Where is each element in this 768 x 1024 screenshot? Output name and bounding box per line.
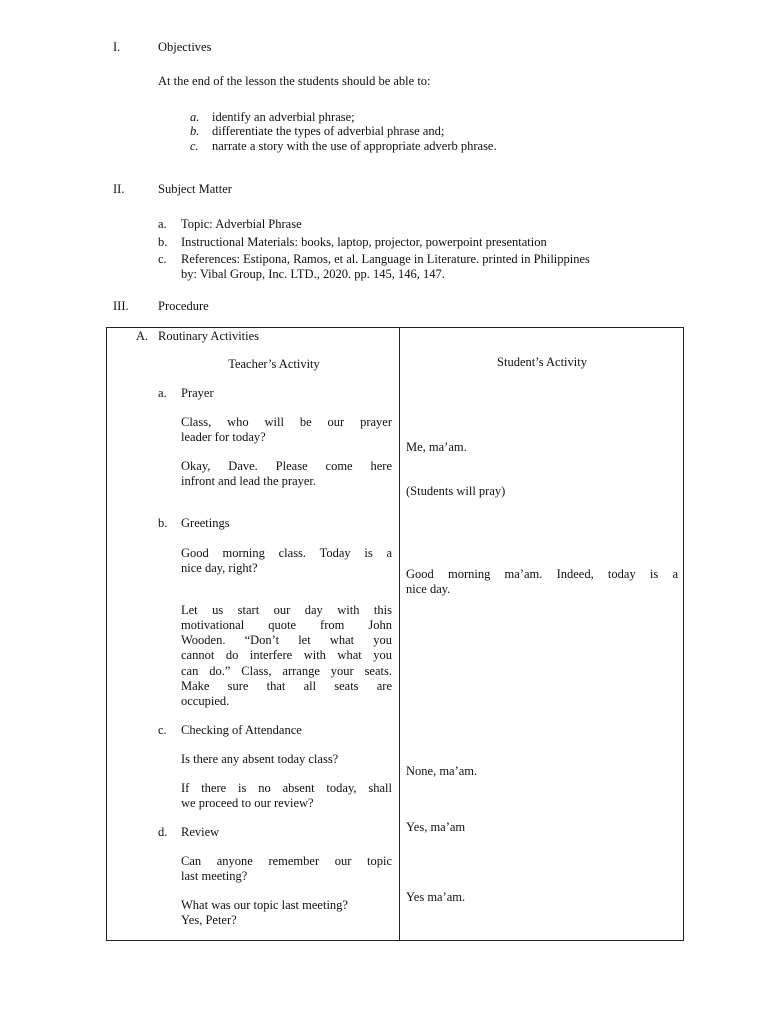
teacher-text: leader for today? [181, 430, 266, 444]
table-divider [399, 327, 400, 941]
teacher-text: cannot do interfere with what you [181, 648, 392, 662]
section-heading-procedure: Procedure [158, 299, 209, 313]
section-heading-objectives: Objectives [158, 40, 212, 54]
list-item: References: Estipona, Ramos, et al. Language in Literature. printed in Philippines [181, 252, 590, 266]
list-marker: b. [158, 235, 168, 249]
section-heading-subject-matter: Subject Matter [158, 182, 232, 196]
teacher-text: can do.” Class, arrange your seats. [181, 664, 392, 678]
teacher-text: Okay, Dave. Please come here [181, 459, 392, 473]
teacher-text: Is there any absent today class? [181, 752, 339, 766]
teacher-text: If there is no absent today, shall [181, 781, 392, 795]
list-item: narrate a story with the use of appropriate adverb phrase. [212, 139, 497, 153]
table-marker: b. [158, 516, 168, 530]
table-marker: A. [136, 329, 149, 343]
student-activity-header: Student’s Activity [497, 355, 587, 369]
teacher-text: Yes, Peter? [181, 913, 237, 927]
student-text: None, ma’am. [406, 764, 478, 778]
teacher-text: we proceed to our review? [181, 796, 314, 810]
teacher-activity-header: Teacher’s Activity [228, 357, 320, 371]
teacher-text: nice day, right? [181, 561, 258, 575]
list-marker: b. [190, 124, 200, 138]
student-text: Yes, ma’am [406, 820, 466, 834]
greetings-label: Greetings [181, 516, 230, 530]
attendance-label: Checking of Attendance [181, 723, 302, 737]
teacher-text: Make sure that all seats are [181, 679, 392, 693]
objectives-intro: At the end of the lesson the students should be able to: [158, 74, 431, 88]
teacher-text: Can anyone remember our topic [181, 854, 392, 868]
list-marker: c. [158, 252, 167, 266]
list-item: differentiate the types of adverbial phrase and; [212, 124, 445, 138]
teacher-text: infront and lead the prayer. [181, 474, 317, 488]
section-numeral: I. [113, 40, 121, 54]
teacher-text: Wooden. “Don’t let what you [181, 633, 392, 647]
student-text: Good morning ma’am. Indeed, today is a [406, 567, 678, 581]
table-marker: a. [158, 386, 167, 400]
list-marker: a. [158, 217, 167, 231]
teacher-text: last meeting? [181, 869, 248, 883]
teacher-text: occupied. [181, 694, 230, 708]
teacher-text: motivational quote from John [181, 618, 392, 632]
routinary-activities-label: Routinary Activities [158, 329, 260, 343]
section-numeral: III. [113, 299, 129, 313]
list-item: Topic: Adverbial Phrase [181, 217, 302, 231]
table-marker: c. [158, 723, 167, 737]
teacher-text: Let us start our day with this [181, 603, 392, 617]
list-item-continuation: by: Vibal Group, Inc. LTD., 2020. pp. 145, 146, 147. [181, 267, 445, 281]
list-item: Instructional Materials: books, laptop, projector, powerpoint presentation [181, 235, 547, 249]
list-marker: a. [190, 110, 200, 124]
list-marker: c. [190, 139, 199, 153]
review-label: Review [181, 825, 220, 839]
list-item: identify an adverbial phrase; [212, 110, 355, 124]
student-text: Me, ma’am. [406, 440, 467, 454]
student-text: Yes ma’am. [406, 890, 466, 904]
teacher-text: What was our topic last meeting? [181, 898, 348, 912]
section-numeral: II. [113, 182, 125, 196]
teacher-text: Good morning class. Today is a [181, 546, 392, 560]
student-text: nice day. [406, 582, 451, 596]
table-marker: d. [158, 825, 168, 839]
prayer-label: Prayer [181, 386, 214, 400]
student-text: (Students will pray) [406, 484, 506, 498]
teacher-text: Class, who will be our prayer [181, 415, 392, 429]
